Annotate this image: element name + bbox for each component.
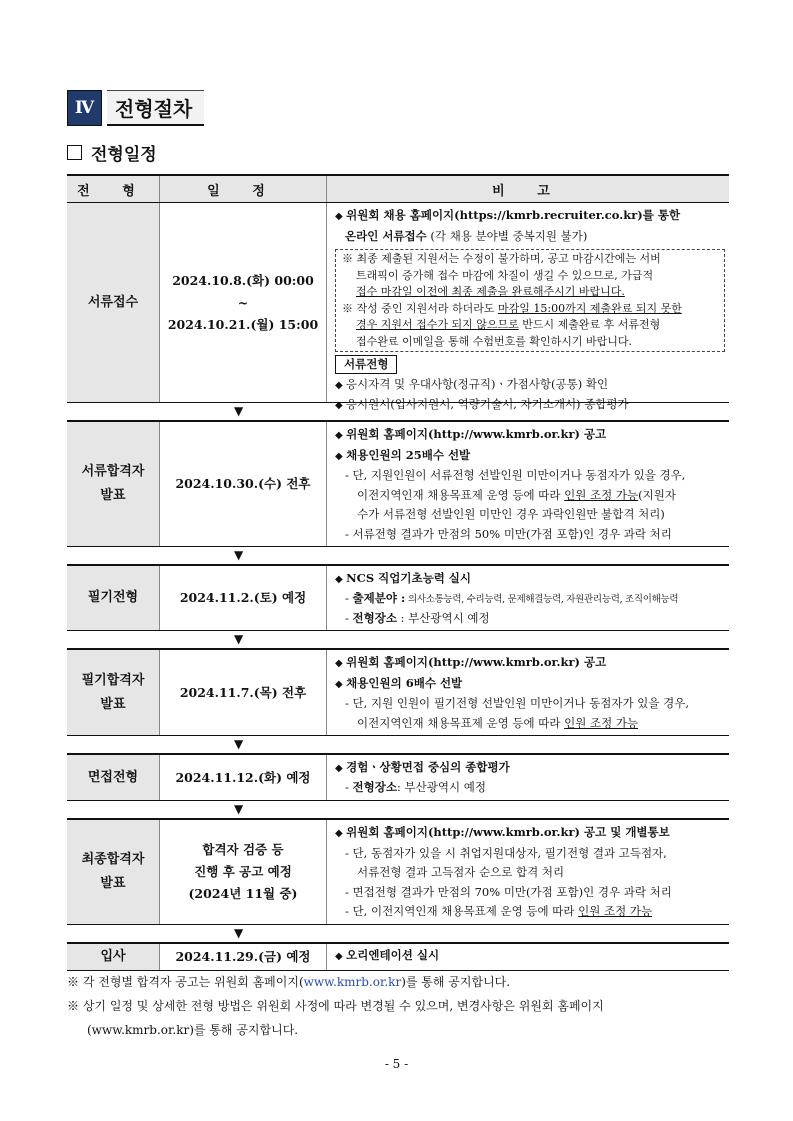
stage-line: 서류합격자: [81, 464, 145, 479]
remarks-cell: [327, 755, 729, 800]
flow-arrow: [67, 801, 729, 818]
down-arrow-icon: ▼: [234, 802, 244, 816]
date-cell: [160, 820, 327, 924]
remarks-cell: [327, 566, 729, 630]
table-row: [67, 942, 729, 971]
remark-line: ◆ NCS 직업기초능력 실시: [335, 569, 725, 589]
notice-line: 트래픽이 증가해 접수 마감에 차질이 생길 수 있으므로, 가급적: [356, 268, 654, 282]
screening-tag: 서류전형: [335, 355, 397, 374]
notice-line: 접수 마감일 이전에 최종 제출을 완료해주시기 바랍니다.: [356, 285, 625, 298]
table-row: [67, 564, 729, 631]
stage-line: 발표: [100, 488, 126, 503]
footnote-text: )를 통해 공지합니다.: [401, 975, 511, 989]
remark-line: - 단, 동점자가 있을 시 취업지원대상자, 필기전형 결과 고득점자,: [345, 845, 667, 860]
remark-line: ◆ 채용인원의 25배수 선발: [335, 446, 725, 467]
remark-underline: 인원 조정 가능: [564, 715, 639, 730]
remark-line: ◆ 위원회 홈페이지(http://www.kmrb.or.kr) 공고: [335, 653, 725, 674]
remark-line: ◆ 위원회 홈페이지(http://www.kmrb.or.kr) 공고: [335, 425, 725, 446]
table-row: [67, 818, 729, 925]
footnote-line: (www.kmrb.or.kr)를 통해 공지합니다.: [87, 1023, 299, 1037]
footnote-text: ※ 각 전형별 합격자 공고는 위원회 홈페이지(: [67, 975, 304, 989]
down-arrow-icon: ▼: [234, 926, 244, 940]
flow-arrow: [67, 547, 729, 564]
date-line: 2024.10.8.(화) 00:00: [172, 272, 314, 288]
table-row: [67, 420, 729, 547]
remarks-cell: [327, 650, 729, 735]
stage-cell: [67, 820, 160, 924]
homepage-link[interactable]: www.kmrb.or.kr: [303, 975, 402, 989]
remark-bold: 출제분야 :: [352, 591, 406, 605]
remark-text: : 부산광역시 예정: [396, 611, 490, 625]
remarks-cell: [327, 203, 729, 411]
stage-cell: 면접전형: [67, 755, 160, 800]
remark-bold: 온라인 서류접수: [345, 228, 427, 243]
notice-underline: 경우 지원서 접수가 되지 않으므로: [356, 318, 519, 331]
table-row: [67, 648, 729, 736]
remarks-cell: [327, 944, 729, 970]
down-arrow-icon: ▼: [234, 632, 244, 646]
flow-arrow: [67, 631, 729, 648]
remark-line: - 면접전형 결과가 만점의 70% 미만(가점 포함)인 경우 과락 처리: [345, 884, 672, 899]
date-cell: 2024.11.7.(목) 전후: [160, 650, 327, 735]
remark-line: ◆ 채용인원의 6배수 선발: [335, 674, 725, 695]
stage-line: 발표: [100, 876, 126, 891]
remark-text: : 부산광역시 예정: [396, 780, 486, 794]
remark-underline: 인원 조정 가능: [564, 487, 639, 502]
section-number-badge: Ⅳ: [67, 90, 102, 126]
table-row: [67, 203, 729, 411]
remark-bold: 전형장소: [352, 611, 397, 625]
date-line: (2024년 11월 중): [188, 886, 298, 901]
date-cell: 2024.11.29.(금) 예정: [160, 944, 327, 970]
flow-arrow: [67, 736, 729, 753]
notice-line: ※ 최종 제출된 지원서는 수정이 불가하며, 공고 마감시간에는 서버: [342, 252, 661, 265]
date-line: 2024.10.21.(월) 15:00: [167, 316, 319, 332]
remark-text: -: [345, 611, 353, 625]
notice-text: ※ 작성 중인 지원서라 하더라도: [342, 301, 498, 315]
date-line: 진행 후 공고 예정: [194, 864, 292, 879]
notice-underline: 마감일 15:00까지 제출완료 되지 못한: [498, 301, 682, 315]
date-cell: [160, 203, 327, 402]
remark-line: 수가 서류전형 선발인원 미만인 경우 과락인원만 불합격 처리): [357, 507, 665, 521]
remark-line: ◆ 위원회 홈페이지(http://www.kmrb.or.kr) 공고 및 개별통보: [335, 823, 725, 844]
stage-cell: [67, 422, 160, 546]
remark-line: ◆ 응시자격 및 우대사항(정규직)ㆍ가점사항(공통) 확인: [335, 375, 725, 396]
remarks-cell: [327, 820, 729, 924]
stage-line: 필기합격자: [81, 672, 145, 688]
remark-text: -: [345, 591, 353, 605]
down-arrow-icon: ▼: [234, 404, 244, 418]
header-stage: 전 형: [67, 176, 160, 202]
remark-text: 의사소통능력, 수리능력, 문제해결능력, 자원관리능력, 조직이해능력: [405, 594, 679, 605]
remark-text: (각 채용 분야별 중복지원 불가): [426, 228, 588, 243]
stage-line: 발표: [100, 696, 126, 712]
notice-text: 반드시 제출완료 후 서류전형: [518, 318, 661, 331]
remark-line: - 단, 지원인원이 서류전형 선발인원 미만이거나 동점자가 있을 경우,: [345, 468, 686, 482]
notice-line: 접수완료 이메일을 통해 수험번호를 확인하시기 바랍니다.: [356, 334, 633, 348]
table-header: [67, 174, 729, 203]
remark-text: - 단, 이전지역인재 채용목표제 운영 등에 따라: [345, 904, 579, 918]
table-row: [67, 753, 729, 801]
remark-line: - 단, 지원 인원이 필기전형 선발인원 미만이거나 동점자가 있을 경우,: [345, 696, 690, 710]
stage-line: 최종합격자: [81, 852, 145, 867]
remark-line: ◆ 경험ㆍ상황면접 중심의 종합평가: [335, 758, 725, 778]
remarks-cell: [327, 422, 729, 546]
header-remarks: 비 고: [492, 183, 564, 199]
page-number: - 5 -: [384, 1057, 409, 1071]
section-heading: [67, 90, 204, 126]
remark-line: ◆ 오리엔테이션 실시: [335, 946, 725, 967]
notice-box: [335, 249, 725, 352]
date-cell: 2024.11.12.(화) 예정: [160, 755, 327, 800]
date-line: 합격자 검증 등: [202, 842, 284, 857]
date-cell: 2024.11.2.(토) 예정: [160, 566, 327, 630]
remark-text: (지원자: [638, 487, 676, 502]
down-arrow-icon: ▼: [234, 737, 244, 751]
footnotes: [67, 970, 729, 1042]
schedule-table: [67, 174, 729, 971]
flow-arrow: [67, 403, 729, 420]
stage-cell: [67, 650, 160, 735]
footnote-line: ※ 상기 일정 및 상세한 전형 방법은 위원회 사정에 따라 변경될 수 있으며, 변경사항은 위원회 홈페이지: [67, 999, 604, 1013]
remark-bold: 전형장소: [352, 780, 397, 794]
date-cell: 2024.10.30.(수) 전후: [160, 422, 327, 546]
subsection-heading: [67, 140, 157, 165]
stage-cell: 필기전형: [67, 566, 160, 630]
subsection-title: 전형일정: [91, 145, 157, 165]
remark-underline: 인원 조정 가능: [578, 904, 653, 918]
flow-arrow: [67, 925, 729, 942]
section-title: 전형절차: [107, 90, 204, 126]
remark-text: 이전지역인재 채용목표제 운영 등에 따라: [357, 487, 565, 502]
remark-line: - 서류전형 결과가 만점의 50% 미만(가점 포함)인 경우 과락 처리: [345, 526, 672, 541]
remark-text: 이전지역인재 채용목표제 운영 등에 따라: [357, 715, 565, 730]
stage-cell: 서류접수: [67, 203, 160, 402]
header-schedule: 일 정: [160, 176, 327, 202]
remark-line: ◆ 위원회 채용 홈페이지(https://kmrb.recruiter.co.kr)를 통한: [335, 206, 725, 227]
date-line: ~: [237, 294, 249, 310]
remark-line: 서류전형 결과 고득점자 순으로 합격 처리: [357, 865, 565, 879]
remark-text: -: [345, 780, 353, 794]
down-arrow-icon: ▼: [234, 548, 244, 562]
remark-line: ◆ 응시원서(입사지원서, 역량기술서, 자기소개서) 종합평가: [335, 395, 725, 416]
stage-cell: 입사: [67, 944, 160, 970]
checkbox-square-icon: [67, 145, 82, 160]
